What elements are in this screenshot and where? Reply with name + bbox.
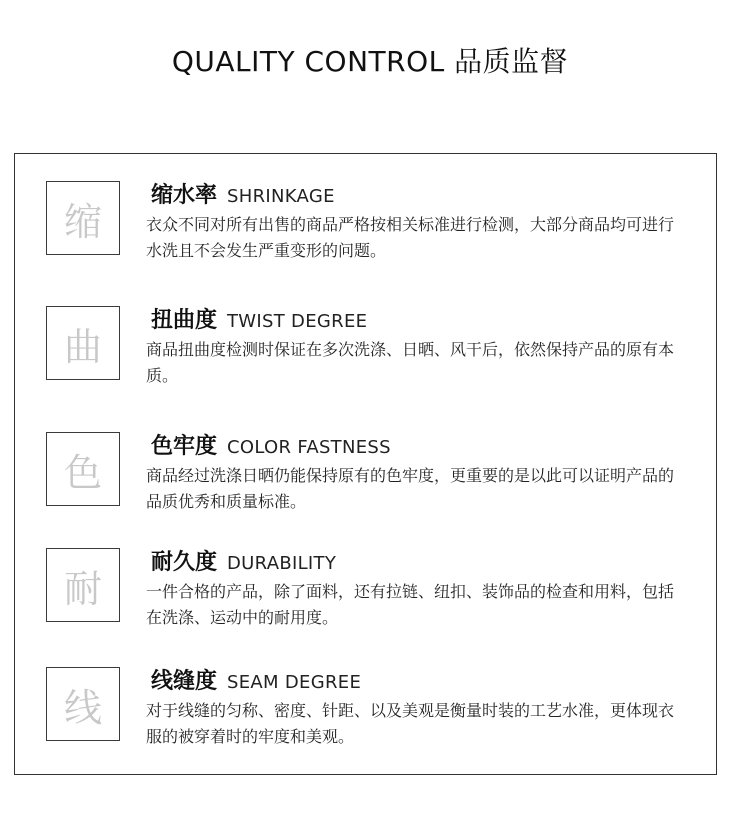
- seam-char-icon: 线: [46, 667, 120, 741]
- item-description: 一件合格的产品，除了面料，还有拉链、纽扣、装饰品的检查和用料，包括在洗涤、运动中的耐用度。: [146, 582, 675, 627]
- item-description: 商品经过洗涤日晒仍能保持原有的色牢度，更重要的是以此可以证明产品的品质优秀和质量标准。: [146, 466, 675, 511]
- item-description: 衣众不同对所有出售的商品严格按相关标准进行检测，大部分商品均可进行水洗且不会发生严重变形的问题。: [146, 215, 675, 260]
- item-title-cn: 缩水率: [151, 183, 218, 208]
- item-title-cn: 色牢度: [151, 434, 218, 459]
- item-heading: [151, 664, 361, 695]
- shrink-char-icon: 缩: [46, 181, 120, 255]
- twist-char-icon: 曲: [46, 306, 120, 380]
- item-heading: [151, 545, 336, 576]
- item-title-cn: 耐久度: [151, 550, 218, 575]
- item-title-en: COLOR FASTNESS: [227, 437, 391, 458]
- item-description: 商品扭曲度检测时保证在多次洗涤、日晒、风干后，依然保持产品的原有本质。: [146, 340, 675, 385]
- item-title-cn: 线缝度: [151, 669, 218, 694]
- item-title-en: SEAM DEGREE: [227, 672, 362, 693]
- item-title-cn: 扭曲度: [151, 308, 218, 333]
- durability-char-icon: 耐: [46, 548, 120, 622]
- item-description: 对于线缝的匀称、密度、针距、以及美观是衡量时装的工艺水准，更体现衣服的被穿着时的牢度和美观。: [146, 701, 675, 746]
- item-title-en: DURABILITY: [227, 553, 337, 574]
- quality-list-frame: [14, 153, 717, 775]
- item-heading: [151, 303, 367, 334]
- item-heading: [151, 178, 335, 209]
- color-char-icon: 色: [46, 432, 120, 506]
- page-title: QUALITY CONTROL 品质监督: [171, 45, 569, 78]
- item-title-en: SHRINKAGE: [227, 186, 335, 207]
- item-title-en: TWIST DEGREE: [227, 311, 368, 332]
- item-heading: [151, 429, 391, 460]
